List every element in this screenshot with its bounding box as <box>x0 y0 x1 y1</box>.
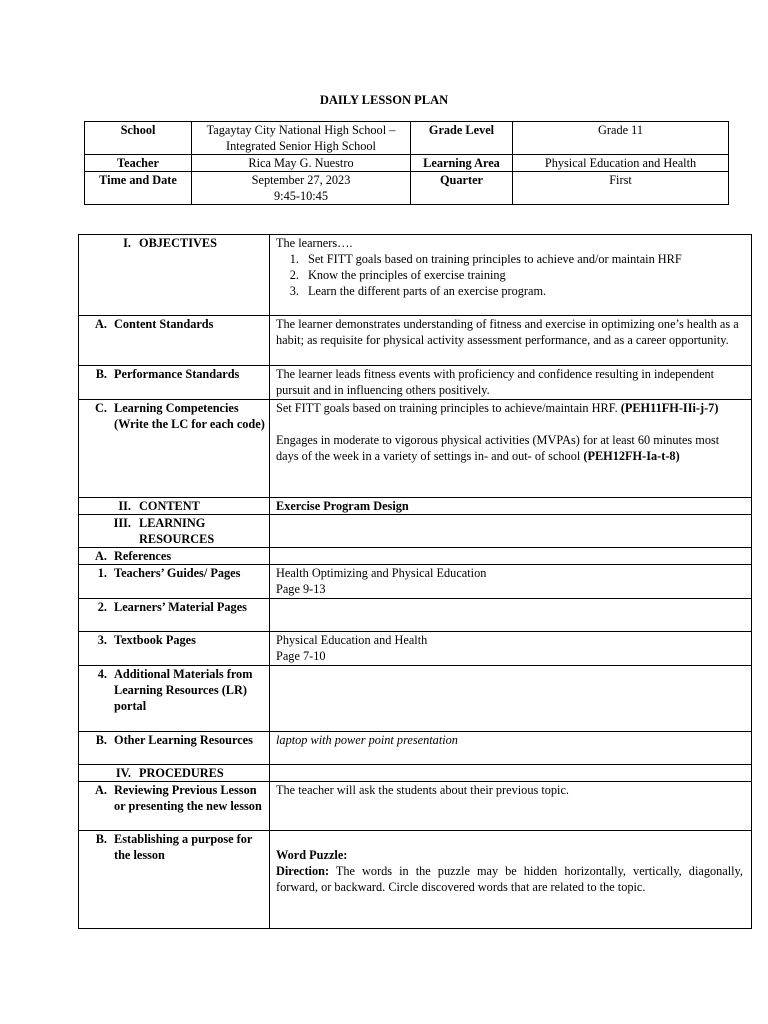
content-label: CONTENT <box>139 499 200 513</box>
row-references: A. References <box>79 548 752 565</box>
direction-label: Direction: <box>276 864 330 878</box>
time-date-label: Time and Date <box>85 172 192 205</box>
row-learning-resources: III. LEARNING RESOURCES <box>79 515 752 548</box>
objectives-content: The learners…. 1. Set FITT goals based on training principles to achieve and/or maintain HRF 2. Know the principles of exercise training 3. Learn the different parts of an exercise program. <box>270 235 752 316</box>
grade-level-label: Grade Level <box>411 122 513 155</box>
row-teachers-guides: 1. Teachers’ Guides/ Pages Health Optimizing and Physical Education Page 9-13 <box>79 565 752 599</box>
establishing-content <box>270 831 752 929</box>
objectives-heading: I. OBJECTIVES <box>123 236 217 250</box>
procedures-label: PROCEDURES <box>139 766 224 780</box>
establishing-label: Establishing a purpose for the lesson <box>114 832 253 862</box>
competency-code: (PEH12FH-Ia-t-8) <box>583 449 680 463</box>
row-establishing: B. Establishing a purpose for the lesson Word Puzzle: Direction: The words in the puzzle may be hidden horizontally, vertically, diagonally, forward, or backward. Circle discovered words that are related to the topic. <box>79 831 752 929</box>
row-performance-standards: B. Performance Standards The learner leads fitness events with proficiency and confidence resulting in independent pursuit and in influencing others positively. <box>79 366 752 400</box>
content-standards-text: The learner demonstrates understanding of fitness and exercise in optimizing one’s health as a habit; as requisite for physical activity assessment performance, and as a career opportunity. <box>270 316 752 366</box>
info-row-school <box>85 122 729 155</box>
competencies-content: Set FITT goals based on training principles to achieve/maintain HRF. (PEH11FH-IIi-j-7) Engages in moderate to vigorous physical activities (MVPAs) for at least 60 minutes most days of the week in a variety of settings in- and out- of school (PEH12FH-Ia-t-8) <box>270 400 752 498</box>
content-standards-label: Content Standards <box>114 317 214 331</box>
lesson-plan-table <box>78 234 752 929</box>
performance-standards-text: The learner leads fitness events with proficiency and confidence resulting in independent pursuit and in influencing others positively. <box>270 366 752 400</box>
reviewing-text: The teacher will ask the students about their previous topic. <box>270 782 752 831</box>
learners-material-label: Learners’ Material Pages <box>114 600 247 614</box>
info-row-time <box>85 172 729 205</box>
info-table <box>84 121 729 205</box>
teachers-guides-content: Health Optimizing and Physical Education Page 9-13 <box>270 565 752 599</box>
quarter-value: First <box>513 172 729 205</box>
page-title: DAILY LESSON PLAN <box>319 93 449 107</box>
row-competencies: C. Learning Competencies (Write the LC for each code) Set FITT goals based on training principles to achieve/maintain HRF. (PEH11FH-IIi-j-7) Engages in moderate to vigorous physical activities (MVPAs) for at least 60 minutes most days of the week in a variety of settings in- and out- of school (PEH12FH-Ia-t-8) <box>79 400 752 498</box>
additional-materials-label: Additional Materials from Learning Resources (LR) portal <box>114 667 253 713</box>
textbook-label: Textbook Pages <box>114 633 196 647</box>
school-label: School <box>85 122 192 155</box>
other-resources-label: Other Learning Resources <box>114 733 253 747</box>
row-content: II. CONTENT Exercise Program Design <box>79 498 752 515</box>
competencies-label: Learning Competencies (Write the LC for each code) <box>114 401 265 431</box>
objective-item: 2. Know the principles of exercise training <box>302 267 743 283</box>
row-learners-material: 2. Learners’ Material Pages <box>79 599 752 632</box>
row-reviewing: A. Reviewing Previous Lesson or presenting the new lesson The teacher will ask the students about their previous topic. <box>79 782 752 831</box>
info-row-teacher <box>85 155 729 172</box>
word-puzzle-heading: Word Puzzle: <box>276 848 348 862</box>
reviewing-label: Reviewing Previous Lesson or presenting the new lesson <box>114 783 262 813</box>
learning-resources-label: LEARNING RESOURCES <box>139 516 215 546</box>
teachers-guides-label: Teachers’ Guides/ Pages <box>114 566 241 580</box>
references-label: References <box>114 549 172 563</box>
objective-item: 1. Set FITT goals based on training principles to achieve and/or maintain HRF <box>302 251 743 267</box>
objective-item: 3. Learn the different parts of an exercise program. <box>302 283 743 299</box>
teacher-label: Teacher <box>85 155 192 172</box>
learning-area-label: Learning Area <box>411 155 513 172</box>
time-date-value <box>192 172 411 205</box>
date-value: September 27, 2023 <box>251 173 351 187</box>
grade-level-value: Grade 11 <box>513 122 729 155</box>
row-additional-materials: 4. Additional Materials from Learning Resources (LR) portal <box>79 666 752 732</box>
row-procedures: IV. PROCEDURES <box>79 765 752 782</box>
teacher-value: Rica May G. Nuestro <box>192 155 411 172</box>
row-content-standards: A. Content Standards The learner demonstrates understanding of fitness and exercise in optimizing one’s health as a habit; as requisite for physical activity assessment performance, and as a career opportunity. <box>79 316 752 366</box>
learning-area-value: Physical Education and Health <box>513 155 729 172</box>
textbook-content: Physical Education and Health Page 7-10 <box>270 632 752 666</box>
row-other-resources: B. Other Learning Resources laptop with power point presentation <box>79 732 752 765</box>
other-resources-text: laptop with power point presentation <box>270 732 752 765</box>
direction-text: The words in the puzzle may be hidden horizontally, vertically, diagonally, forward, or backward. Circle discovered words that are related to the topic. <box>276 864 743 894</box>
row-objectives <box>79 235 752 316</box>
objectives-list <box>276 251 743 299</box>
row-textbook: 3. Textbook Pages Physical Education and Health Page 7-10 <box>79 632 752 666</box>
quarter-label: Quarter <box>411 172 513 205</box>
school-value: Tagaytay City National High School – Integrated Senior High School <box>192 122 411 155</box>
content-text: Exercise Program Design <box>270 498 752 515</box>
competency-code: (PEH11FH-IIi-j-7) <box>620 401 719 415</box>
time-value: 9:45-10:45 <box>274 189 328 203</box>
performance-standards-label: Performance Standards <box>114 367 240 381</box>
